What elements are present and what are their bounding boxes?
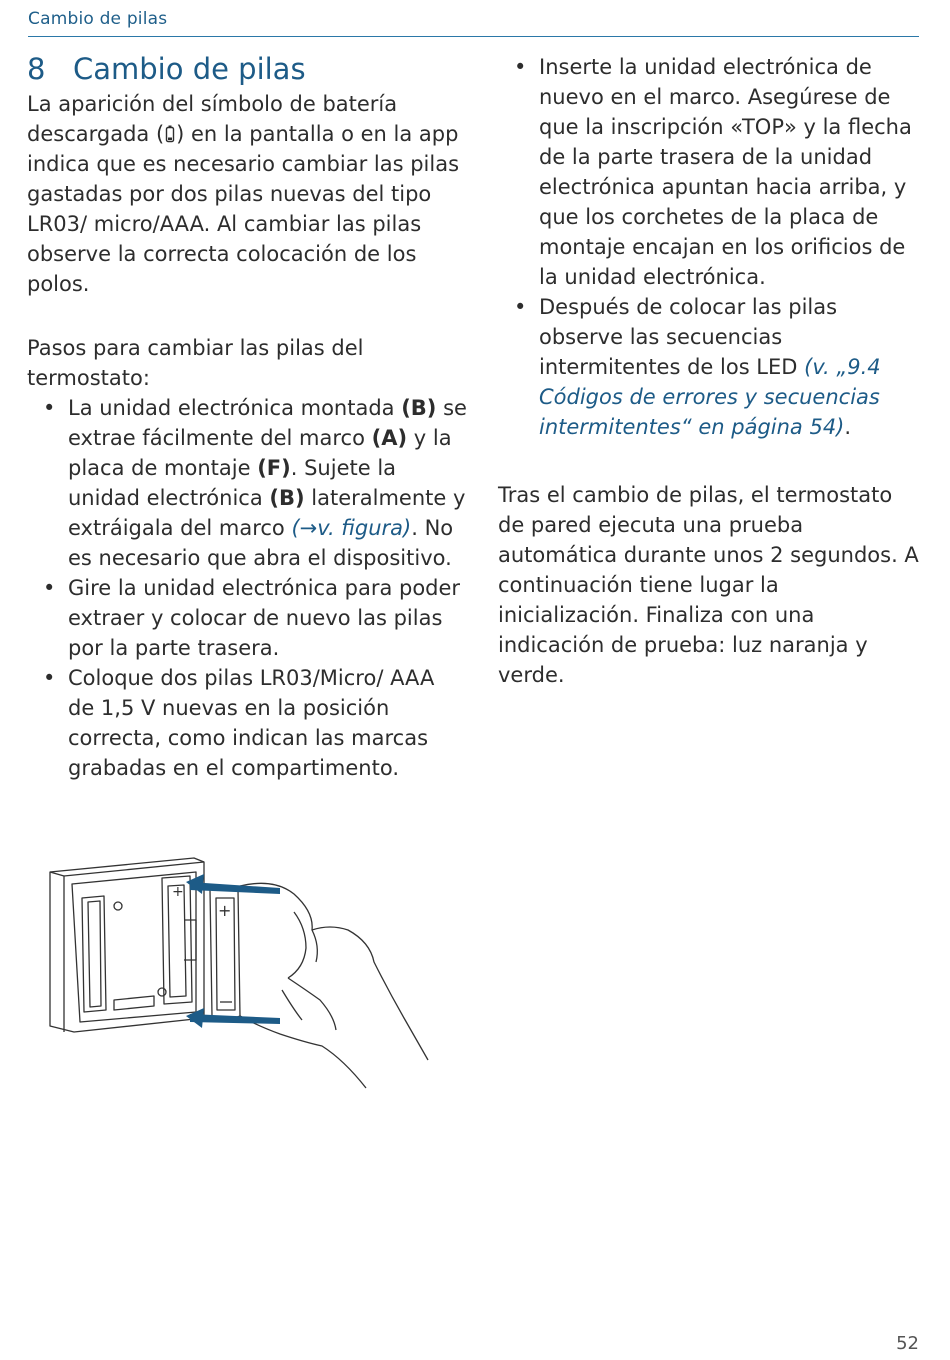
list-item: • Inserte la unidad electrónica de nuevo en el marco. Asegúrese de que la inscripción «TOP» y la flecha de la parte trasera de la unidad electrónica apuntan hacia arriba, y que los corchetes de la placa de montaje encajan en los orificios de la unidad electrónica.: [498, 52, 923, 292]
page-number: 52: [896, 1333, 919, 1354]
step-text: .: [844, 415, 852, 439]
step-text: La unidad electrónica montada: [68, 396, 402, 420]
list-item: • Coloque dos pilas LR03/Micro/ AAA de 1,5 V nuevas en la posición correcta, como indican las marcas grabadas en el compartimento.: [27, 663, 467, 783]
header-divider: [28, 36, 919, 37]
list-item: • Gire la unidad electrónica para poder extraer y colocar de nuevo las pilas por la parte trasera.: [27, 573, 467, 663]
step-text: lateralmente y extráigala del marco: [68, 486, 466, 540]
running-header: Cambio de pilas: [28, 9, 168, 29]
step-text: Después de colocar las pilas observe las secuencias intermitentes de los LED: [539, 295, 838, 379]
list-item: [498, 292, 923, 442]
battery-low-icon: [164, 124, 176, 144]
right-column: [498, 49, 923, 690]
steps-list-left: [27, 393, 467, 783]
figure-reference-link[interactable]: (→v. figura): [291, 516, 412, 540]
section-title: [27, 49, 467, 89]
part-label: (A): [371, 426, 408, 450]
left-column: [27, 49, 467, 783]
intro-text-1: La aparición del símbolo de batería descargada (: [27, 92, 398, 146]
steps-list-right: [498, 52, 923, 442]
steps-intro: Pasos para cambiar las pilas del termostato:: [27, 336, 364, 390]
part-label: (F): [257, 456, 291, 480]
step-text: y la placa de montaje: [68, 426, 452, 480]
list-item: [27, 393, 467, 573]
step-text: se extrae fácilmente del marco: [68, 396, 467, 450]
step-text: . Sujete la unidad electrónica: [68, 456, 397, 510]
section-number: 8: [27, 52, 46, 86]
battery-replacement-illustration: [44, 850, 434, 1100]
intro-paragraph: [27, 89, 467, 299]
intro-text-2: ) en la pantalla o en la app indica que es necesario cambiar las pilas gastadas por dos pilas nuevas del tipo LR03/ micro/AAA. Al cambiar las pilas observe la correcta colocación de los polos.: [27, 122, 460, 296]
part-label: (B): [269, 486, 305, 510]
step-text: . No es necesario que abra el dispositivo.: [68, 516, 454, 570]
svg-text:+: +: [218, 901, 232, 920]
svg-text:+: +: [172, 884, 184, 900]
section-title-text: Cambio de pilas: [73, 52, 306, 86]
error-codes-reference-link[interactable]: (v. „9.4 Códigos de errores y secuencias intermitentes“ en página 54): [539, 355, 881, 439]
part-label: (B): [401, 396, 437, 420]
after-change-paragraph: Tras el cambio de pilas, el termostato de pared ejecuta una prueba automática durante unos 2 segundos. A continuación tiene lugar la inicialización. Finaliza con una indicación de prueba: luz naranja y verde.: [498, 483, 919, 687]
